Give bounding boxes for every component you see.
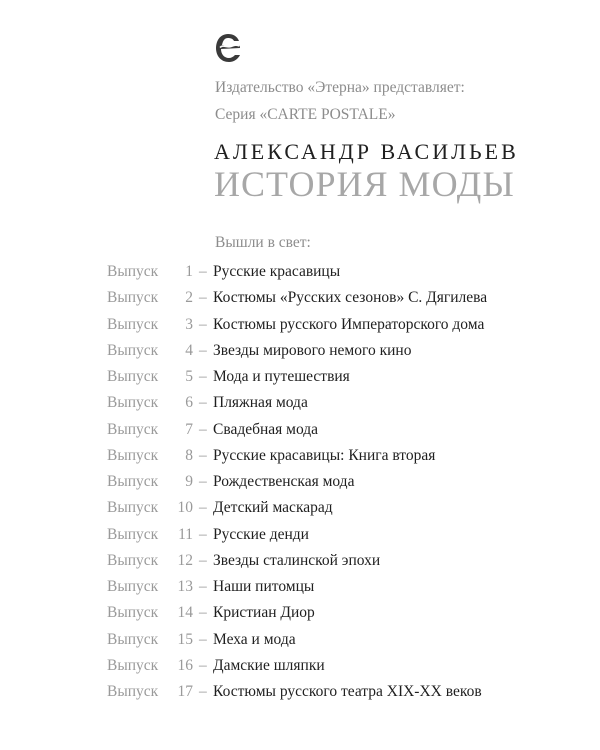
- issue-number: 5: [185, 368, 193, 385]
- issue-number: 1: [185, 263, 193, 280]
- issue-title: Кристиан Диор: [213, 604, 315, 622]
- book-title: ИСТОРИЯ МОДЫ: [214, 164, 515, 204]
- series-line: Серия «CARTE POSTALE»: [215, 106, 396, 123]
- issue-number: 6: [185, 394, 193, 412]
- issue-number: 12: [177, 551, 193, 569]
- issue-dash: –: [199, 525, 207, 543]
- issue-number: 2: [185, 289, 193, 307]
- issue-number: 11: [178, 525, 193, 543]
- issue-dash: –: [199, 420, 207, 438]
- issue-dash: –: [199, 578, 207, 595]
- issue-label: Выпуск: [107, 368, 159, 385]
- issue-title: Звезды сталинской эпохи: [213, 551, 381, 569]
- issue-title: Костюмы «Русских сезонов» С. Дягилева: [213, 289, 488, 307]
- issue-title: Звезды мирового немого кино: [213, 341, 412, 359]
- issue-number: 10: [177, 499, 193, 517]
- issue-title: Наши питомцы: [213, 578, 315, 595]
- issue-number: 9: [185, 473, 193, 490]
- issue-label: Выпуск: [107, 289, 159, 307]
- issue-title: Мода и путешествия: [213, 368, 350, 385]
- issue-dash: –: [199, 604, 207, 622]
- issue-label: Выпуск: [107, 420, 159, 438]
- issue-number: 15: [177, 630, 193, 648]
- issue-row: [0, 364, 600, 390]
- issue-row: [0, 259, 600, 285]
- issue-title: Пляжная мода: [213, 394, 308, 412]
- issue-label: Выпуск: [107, 473, 159, 490]
- issue-title: Русские денди: [213, 525, 309, 543]
- issue-number: 14: [177, 604, 193, 622]
- issue-dash: –: [199, 368, 207, 385]
- issue-title: Меха и мода: [213, 630, 296, 648]
- issue-dash: –: [199, 446, 207, 464]
- issue-row: [0, 574, 600, 600]
- issue-label: Выпуск: [107, 604, 159, 622]
- issue-title: Русские красавицы: [213, 263, 341, 280]
- issue-label: Выпуск: [107, 341, 159, 359]
- issue-title: Русские красавицы: Книга вторая: [213, 446, 436, 464]
- issue-title: Свадебная мода: [213, 420, 319, 438]
- issue-dash: –: [199, 473, 207, 490]
- eterna-logo-icon: [215, 33, 241, 63]
- issue-row: [0, 627, 600, 653]
- issue-row: [0, 312, 600, 338]
- issue-title: Детский маскарад: [213, 499, 333, 517]
- issue-label: Выпуск: [107, 630, 159, 648]
- issue-number: 8: [185, 446, 193, 464]
- issue-dash: –: [199, 394, 207, 412]
- issue-label: Выпуск: [107, 315, 159, 333]
- publisher-line: Издательство «Этерна» представляет:: [215, 79, 465, 96]
- issue-number: 4: [185, 341, 193, 359]
- issue-row: [0, 417, 600, 443]
- issue-dash: –: [199, 683, 207, 700]
- issue-dash: –: [199, 315, 207, 333]
- issue-number: 17: [177, 683, 193, 700]
- issue-dash: –: [199, 499, 207, 517]
- published-heading: Вышли в свет:: [215, 234, 311, 251]
- issue-dash: –: [199, 656, 207, 674]
- issue-row: [0, 600, 600, 626]
- issue-title: Костюмы русского театра XIX-XX веков: [213, 683, 482, 700]
- issue-row: [0, 285, 600, 311]
- issue-row: [0, 653, 600, 679]
- issue-label: Выпуск: [107, 263, 159, 280]
- issue-number: 7: [185, 420, 193, 438]
- issue-dash: –: [199, 289, 207, 307]
- issue-label: Выпуск: [107, 499, 159, 517]
- issue-row: [0, 522, 600, 548]
- issue-title: Дамские шляпки: [213, 656, 325, 674]
- issue-label: Выпуск: [107, 578, 159, 595]
- issue-row: [0, 548, 600, 574]
- issue-row: [0, 495, 600, 521]
- issue-row: [0, 338, 600, 364]
- publisher-block: [215, 74, 465, 128]
- issue-number: 3: [185, 315, 193, 333]
- issue-number: 13: [177, 578, 193, 595]
- issue-number: 16: [177, 656, 193, 674]
- issue-title: Рождественская мода: [213, 473, 355, 490]
- issue-label: Выпуск: [107, 656, 159, 674]
- issue-row: [0, 469, 600, 495]
- issue-dash: –: [199, 341, 207, 359]
- issue-label: Выпуск: [107, 446, 159, 464]
- issue-row: [0, 679, 600, 705]
- issue-dash: –: [199, 263, 207, 280]
- issue-label: Выпуск: [107, 683, 159, 700]
- issue-label: Выпуск: [107, 525, 159, 543]
- issue-row: [0, 390, 600, 416]
- author-name: АЛЕКСАНДР ВАСИЛЬЕВ: [214, 139, 519, 164]
- issue-label: Выпуск: [107, 551, 159, 569]
- issue-title: Костюмы русского Императорского дома: [213, 315, 485, 333]
- issue-dash: –: [199, 630, 207, 648]
- issues-list: [0, 259, 600, 705]
- issue-row: [0, 443, 600, 469]
- issue-label: Выпуск: [107, 394, 159, 412]
- issue-dash: –: [199, 551, 207, 569]
